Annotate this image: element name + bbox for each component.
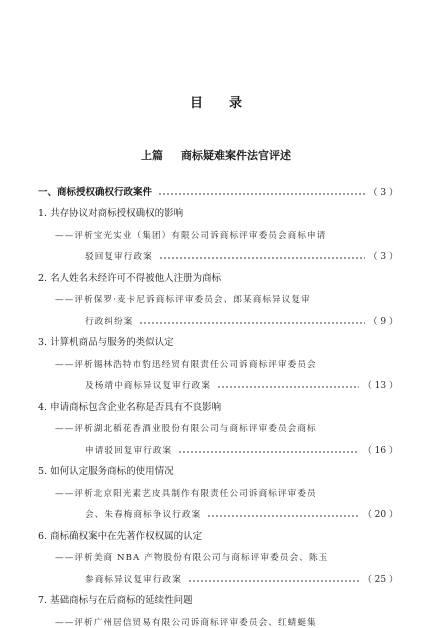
toc-entry-subtitle: ——评析广州居信贸易有限公司诉商标评审委员会、红蜻蜓集 xyxy=(55,617,317,628)
dot-leader xyxy=(178,451,359,453)
toc-entry-subtitle: ——评析锡林浩特市豹迅经贸有限责任公司诉商标评审委员会 xyxy=(55,359,317,370)
toc-list xyxy=(38,176,398,628)
toc-entry-title[interactable]: 5. 如何认定服务商标的使用情况 xyxy=(38,466,174,477)
toc-entry-subtitle-cont[interactable]: 申请驳回复审行政案 （ 16 ） xyxy=(38,434,398,456)
part-name: 商标疑难案件法官评述 xyxy=(181,149,291,162)
page-number: （ 3 ） xyxy=(368,252,398,262)
dot-leader xyxy=(207,515,358,517)
toc-entry-title[interactable]: 7. 基础商标与在后商标的延续性问题 xyxy=(38,595,193,606)
toc-entry-subtitle-cont[interactable]: 参商标异议复审行政案 （ 25 ） xyxy=(38,563,398,585)
page-number: （ 9 ） xyxy=(368,316,398,327)
toc-title: 目录 xyxy=(189,96,268,111)
dot-leader xyxy=(188,580,359,582)
toc-entry-subtitle: ——评析保罗·麦卡尼诉商标评审委员会、郎某商标异议复审 xyxy=(55,295,311,305)
toc-entry-subtitle-cont[interactable]: 行政纠纷案 （ 9 ） xyxy=(38,305,398,327)
toc-entry-title[interactable]: 3. 计算机商品与服务的类似认定 xyxy=(38,337,174,348)
page-number: （ 25 ） xyxy=(362,574,398,585)
toc-entry-title[interactable]: 2. 名人姓名未经许可不得被他人注册为商标 xyxy=(38,272,222,284)
toc-section-heading[interactable]: 一、商标授权确权行政案件 （ 3 ） xyxy=(38,186,398,198)
toc-entry-subtitle: ——评析北京阳光素艺皮具制作有限责任公司诉商标评审委员 xyxy=(55,488,317,499)
toc-entry-title[interactable]: 1. 共存协议对商标授权确权的影响 xyxy=(38,208,184,219)
toc-entry-subtitle-cont[interactable]: 及杨靖中商标异议复审行政案 （ 13 ） xyxy=(38,370,398,392)
dot-leader xyxy=(217,386,359,388)
toc-entry-subtitle-cont[interactable]: 驳回复审行政案 （ 3 ） xyxy=(38,241,398,263)
page-number: （ 3 ） xyxy=(368,187,398,198)
page-number: （ 13 ） xyxy=(362,381,398,391)
page-number: （ 20 ） xyxy=(362,510,398,520)
dot-leader xyxy=(159,257,365,259)
part-label: 上篇 xyxy=(141,149,163,162)
toc-entry-title[interactable]: 6. 商标确权案中在先著作权权属的认定 xyxy=(38,530,203,542)
toc-entry-subtitle-cont[interactable]: 会、朱春梅商标争议行政案 （ 20 ） xyxy=(38,499,398,521)
dot-leader xyxy=(158,193,365,195)
toc-entry-title[interactable]: 4. 申请商标包含企业名称是否具有不良影响 xyxy=(38,401,222,413)
toc-entry-subtitle: ——评析湖北稻花香酒业股份有限公司与商标评审委员会商标 xyxy=(55,424,317,434)
toc-entry-subtitle: ——评析宝光实业（集团）有限公司诉商标评审委员会商标申请 xyxy=(55,230,327,241)
page-number: （ 16 ） xyxy=(362,445,398,456)
dot-leader xyxy=(139,322,364,324)
part-title xyxy=(0,147,432,163)
toc-entry-subtitle: ——评析美商 NBA 产物股份有限公司与商标评审委员会、陈玉 xyxy=(55,553,329,563)
